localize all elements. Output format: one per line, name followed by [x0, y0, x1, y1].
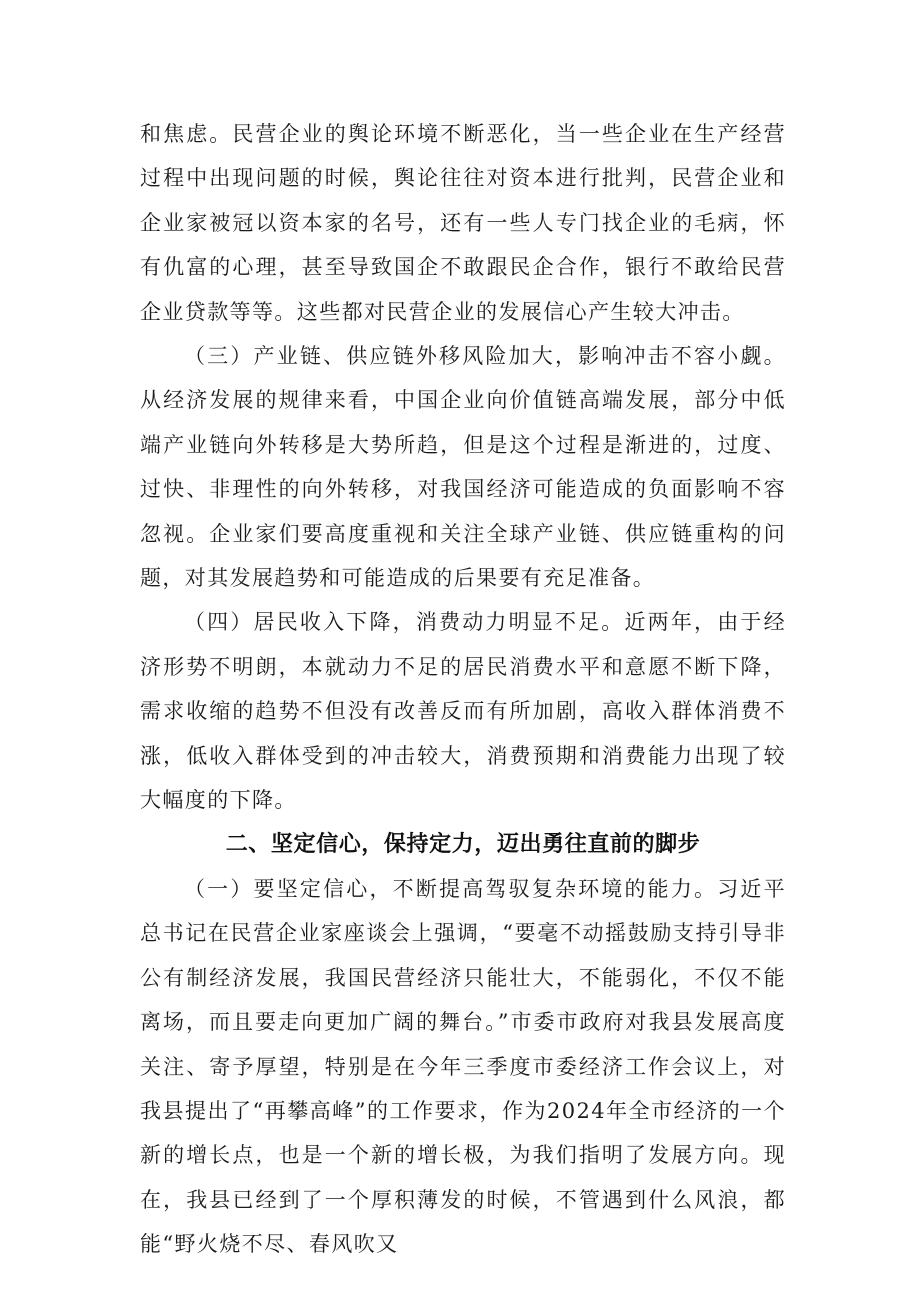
paragraph-continued: 和焦虑。民营企业的舆论环境不断恶化，当一些企业在生产经营过程中出现问题的时候，舆论往往对资本进行批判，民营企业和企业家被冠以资本家的名号，还有一些人专门找企业的毛病，怀有仇富的心理，甚至导致国企不敢跟民企合作，银行不敢给民营企业贷款等等。这些都对民营企业的发展信心产生较大冲击。	[140, 122, 786, 324]
document-body	[140, 112, 786, 1267]
paragraph-section-four: （四）居民收入下降，消费动力明显不足。近两年，由于经济形势不明朗，本就动力不足的居民消费水平和意愿不断下降，需求收缩的趋势不但没有改善反而有所加剧，高收入群体消费不涨，低收入群体受到的冲击较大，消费预期和消费能力出现了较大幅度的下降。	[140, 610, 786, 813]
paragraph-section-three: （三）产业链、供应链外移风险加大，影响冲击不容小觑。从经济发展的规律来看，中国企业向价值链高端发展，部分中低端产业链向外转移是大势所趋，但是这个过程是渐进的，过度、过快、非理性的向外转移，对我国经济可能造成的负面影响不容忽视。企业家们要高度重视和关注全球产业链、供应链重构的问题，对其发展趋势和可能造成的后果要有充足准备。	[140, 344, 786, 591]
section-heading: 二、坚定信心，保持定力，迈出勇往直前的脚步	[225, 831, 701, 857]
paragraph-subsection-one: （一）要坚定信心，不断提高驾驭复杂环境的能力。习近平总书记在民营企业家座谈会上强调，“要毫不动摇鼓励支持引导非公有制经济发展，我国民营经济只能壮大，不能弱化，不仅不能离场，而且要走向更加广阔的舞台。”市委市政府对我县发展高度关注、寄予厚望，特别是在今年三季度市委经济工作会议上，对我县提出了“再攀高峰”的工作要求，作为2024年全市经济的一个新的增长点，也是一个新的增长极，为我们指明了发展方向。现在，我县已经到了一个厚积薄发的时候，不管遇到什么风浪，都能“野火烧不尽、春风吹又	[140, 876, 786, 1257]
